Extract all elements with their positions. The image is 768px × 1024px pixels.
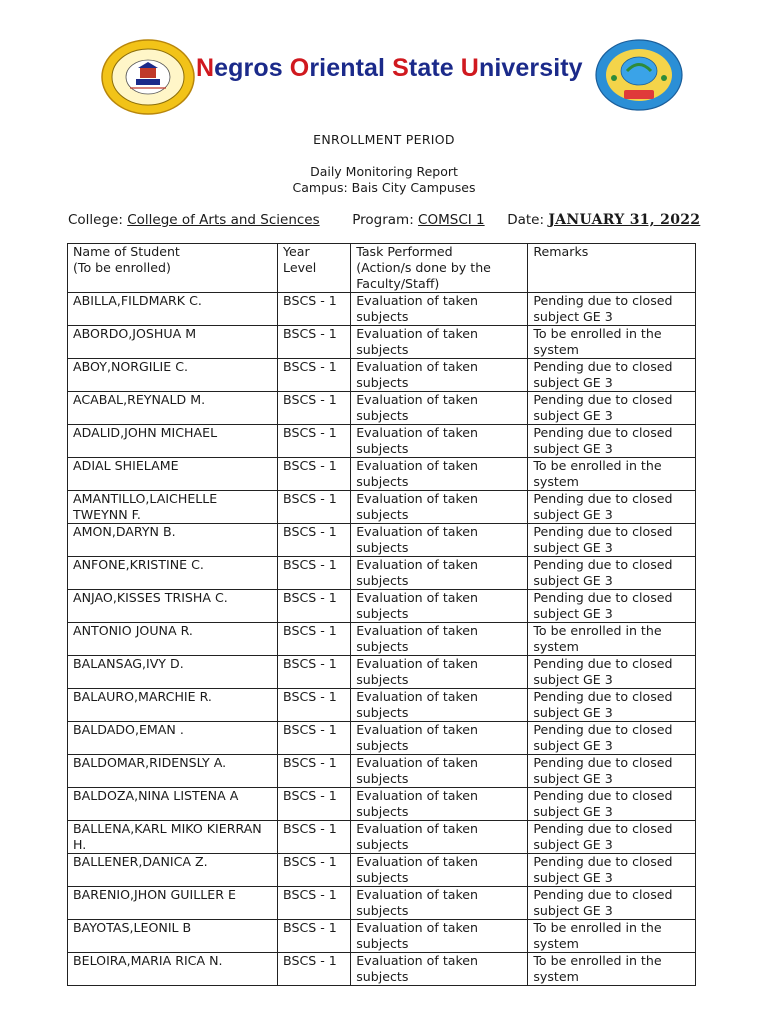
cell-student-name: ANJAO,KISSES TRISHA C. bbox=[68, 590, 278, 623]
univ-name-part-2: Oriental bbox=[289, 54, 393, 82]
cell-year-level: BSCS - 1 bbox=[278, 425, 351, 458]
cell-year-level: BSCS - 1 bbox=[278, 623, 351, 656]
university-seal-logo bbox=[100, 38, 196, 116]
table-row bbox=[68, 491, 696, 524]
college-seal-logo bbox=[594, 38, 684, 112]
table-row bbox=[68, 920, 696, 953]
cell-student-name: ANFONE,KRISTINE C. bbox=[68, 557, 278, 590]
cell-remarks: Pending due to closed subject GE 3 bbox=[528, 359, 696, 392]
cell-student-name: ABOY,NORGILIE C. bbox=[68, 359, 278, 392]
cell-student-name: BALDOZA,NINA LISTENA A bbox=[68, 788, 278, 821]
date-value: JANUARY 31, 2022 bbox=[548, 212, 701, 228]
cell-student-name: BALDADO,EMAN . bbox=[68, 722, 278, 755]
cell-task-performed: Evaluation of taken subjects bbox=[351, 425, 528, 458]
cell-year-level: BSCS - 1 bbox=[278, 458, 351, 491]
cell-task-performed: Evaluation of taken subjects bbox=[351, 623, 528, 656]
cell-year-level: BSCS - 1 bbox=[278, 887, 351, 920]
table-row bbox=[68, 953, 696, 986]
table-row bbox=[68, 590, 696, 623]
table-row bbox=[68, 788, 696, 821]
table-row bbox=[68, 854, 696, 887]
cell-remarks: Pending due to closed subject GE 3 bbox=[528, 557, 696, 590]
table-row bbox=[68, 557, 696, 590]
cell-student-name: ACABAL,REYNALD M. bbox=[68, 392, 278, 425]
cell-task-performed: Evaluation of taken subjects bbox=[351, 656, 528, 689]
cell-year-level: BSCS - 1 bbox=[278, 920, 351, 953]
cell-task-performed: Evaluation of taken subjects bbox=[351, 689, 528, 722]
cell-student-name: ANTONIO JOUNA R. bbox=[68, 623, 278, 656]
cell-remarks: Pending due to closed subject GE 3 bbox=[528, 854, 696, 887]
cell-task-performed: Evaluation of taken subjects bbox=[351, 392, 528, 425]
cell-remarks: Pending due to closed subject GE 3 bbox=[528, 788, 696, 821]
table-row bbox=[68, 326, 696, 359]
cell-remarks: To be enrolled in the system bbox=[528, 953, 696, 986]
cell-remarks: Pending due to closed subject GE 3 bbox=[528, 887, 696, 920]
cell-year-level: BSCS - 1 bbox=[278, 491, 351, 524]
cell-task-performed: Evaluation of taken subjects bbox=[351, 557, 528, 590]
table-row bbox=[68, 293, 696, 326]
cell-remarks: Pending due to closed subject GE 3 bbox=[528, 491, 696, 524]
cell-remarks: Pending due to closed subject GE 3 bbox=[528, 425, 696, 458]
univ-name-part-4: University bbox=[460, 54, 583, 82]
cell-year-level: BSCS - 1 bbox=[278, 953, 351, 986]
cell-student-name: BALLENA,KARL MIKO KIERRAN H. bbox=[68, 821, 278, 854]
table-row bbox=[68, 689, 696, 722]
cell-remarks: Pending due to closed subject GE 3 bbox=[528, 722, 696, 755]
cell-remarks: To be enrolled in the system bbox=[528, 458, 696, 491]
campus-line: Campus: Bais City Campuses bbox=[292, 180, 476, 195]
cell-year-level: BSCS - 1 bbox=[278, 689, 351, 722]
cell-student-name: BALLENER,DANICA Z. bbox=[68, 854, 278, 887]
program-value: COMSCI 1 bbox=[418, 212, 485, 228]
table-row bbox=[68, 392, 696, 425]
header-remarks: Remarks bbox=[528, 244, 696, 293]
cell-remarks: Pending due to closed subject GE 3 bbox=[528, 755, 696, 788]
cell-task-performed: Evaluation of taken subjects bbox=[351, 722, 528, 755]
cell-task-performed: Evaluation of taken subjects bbox=[351, 326, 528, 359]
cell-remarks: Pending due to closed subject GE 3 bbox=[528, 689, 696, 722]
cell-task-performed: Evaluation of taken subjects bbox=[351, 887, 528, 920]
table-row bbox=[68, 524, 696, 557]
program-label: Program: bbox=[352, 212, 414, 228]
cell-student-name: BALAURO,MARCHIE R. bbox=[68, 689, 278, 722]
cell-task-performed: Evaluation of taken subjects bbox=[351, 854, 528, 887]
cell-year-level: BSCS - 1 bbox=[278, 821, 351, 854]
cell-remarks: Pending due to closed subject GE 3 bbox=[528, 293, 696, 326]
cell-task-performed: Evaluation of taken subjects bbox=[351, 590, 528, 623]
report-subtitle: Daily Monitoring Report bbox=[310, 164, 458, 179]
letterhead bbox=[0, 0, 768, 120]
cell-student-name: AMON,DARYN B. bbox=[68, 524, 278, 557]
cell-task-performed: Evaluation of taken subjects bbox=[351, 755, 528, 788]
univ-name-part-3: State bbox=[392, 54, 461, 82]
cell-student-name: ABORDO,JOSHUA M bbox=[68, 326, 278, 359]
cell-remarks: Pending due to closed subject GE 3 bbox=[528, 392, 696, 425]
header-task-performed: Task Performed (Action/s done by the Faculty/Staff) bbox=[351, 244, 528, 293]
cell-student-name: BAYOTAS,LEONIL B bbox=[68, 920, 278, 953]
cell-year-level: BSCS - 1 bbox=[278, 359, 351, 392]
table-row bbox=[68, 887, 696, 920]
cell-year-level: BSCS - 1 bbox=[278, 557, 351, 590]
table-row bbox=[68, 623, 696, 656]
cell-remarks: Pending due to closed subject GE 3 bbox=[528, 590, 696, 623]
date-label: Date: bbox=[507, 212, 545, 228]
cell-student-name: BARENIO,JHON GUILLER E bbox=[68, 887, 278, 920]
cell-remarks: Pending due to closed subject GE 3 bbox=[528, 821, 696, 854]
cell-task-performed: Evaluation of taken subjects bbox=[351, 491, 528, 524]
table-row bbox=[68, 359, 696, 392]
report-title: ENROLLMENT PERIOD bbox=[313, 132, 455, 147]
cell-task-performed: Evaluation of taken subjects bbox=[351, 788, 528, 821]
cell-remarks: To be enrolled in the system bbox=[528, 326, 696, 359]
cell-year-level: BSCS - 1 bbox=[278, 722, 351, 755]
table-header-row bbox=[68, 244, 696, 293]
cell-student-name: BALANSAG,IVY D. bbox=[68, 656, 278, 689]
cell-student-name: ADALID,JOHN MICHAEL bbox=[68, 425, 278, 458]
cell-remarks: To be enrolled in the system bbox=[528, 623, 696, 656]
table-body bbox=[68, 293, 696, 986]
cell-remarks: To be enrolled in the system bbox=[528, 920, 696, 953]
cell-year-level: BSCS - 1 bbox=[278, 854, 351, 887]
cell-student-name: ADIAL SHIELAME bbox=[68, 458, 278, 491]
report-meta-row bbox=[68, 212, 708, 228]
header-year-level: Year Level bbox=[278, 244, 351, 293]
cell-year-level: BSCS - 1 bbox=[278, 656, 351, 689]
cell-year-level: BSCS - 1 bbox=[278, 326, 351, 359]
cell-year-level: BSCS - 1 bbox=[278, 293, 351, 326]
cell-task-performed: Evaluation of taken subjects bbox=[351, 458, 528, 491]
cell-task-performed: Evaluation of taken subjects bbox=[351, 821, 528, 854]
college-label: College: bbox=[68, 212, 123, 228]
header-student-name: Name of Student (To be enrolled) bbox=[68, 244, 278, 293]
cell-year-level: BSCS - 1 bbox=[278, 524, 351, 557]
table-row bbox=[68, 425, 696, 458]
table-row bbox=[68, 656, 696, 689]
cell-year-level: BSCS - 1 bbox=[278, 755, 351, 788]
cell-task-performed: Evaluation of taken subjects bbox=[351, 953, 528, 986]
cell-task-performed: Evaluation of taken subjects bbox=[351, 359, 528, 392]
cell-task-performed: Evaluation of taken subjects bbox=[351, 524, 528, 557]
enrollment-table bbox=[67, 243, 696, 986]
table-row bbox=[68, 821, 696, 854]
cell-student-name: ABILLA,FILDMARK C. bbox=[68, 293, 278, 326]
cell-year-level: BSCS - 1 bbox=[278, 788, 351, 821]
college-value: College of Arts and Sciences bbox=[127, 212, 320, 228]
cell-task-performed: Evaluation of taken subjects bbox=[351, 293, 528, 326]
cell-remarks: Pending due to closed subject GE 3 bbox=[528, 524, 696, 557]
cell-year-level: BSCS - 1 bbox=[278, 392, 351, 425]
cell-year-level: BSCS - 1 bbox=[278, 590, 351, 623]
cell-student-name: AMANTILLO,LAICHELLE TWEYNN F. bbox=[68, 491, 278, 524]
table-row bbox=[68, 755, 696, 788]
table-row bbox=[68, 458, 696, 491]
univ-name-part-1: Negros bbox=[196, 54, 290, 82]
cell-task-performed: Evaluation of taken subjects bbox=[351, 920, 528, 953]
cell-student-name: BELOIRA,MARIA RICA N. bbox=[68, 953, 278, 986]
university-name bbox=[196, 54, 596, 83]
cell-remarks: Pending due to closed subject GE 3 bbox=[528, 656, 696, 689]
cell-student-name: BALDOMAR,RIDENSLY A. bbox=[68, 755, 278, 788]
table-row bbox=[68, 722, 696, 755]
